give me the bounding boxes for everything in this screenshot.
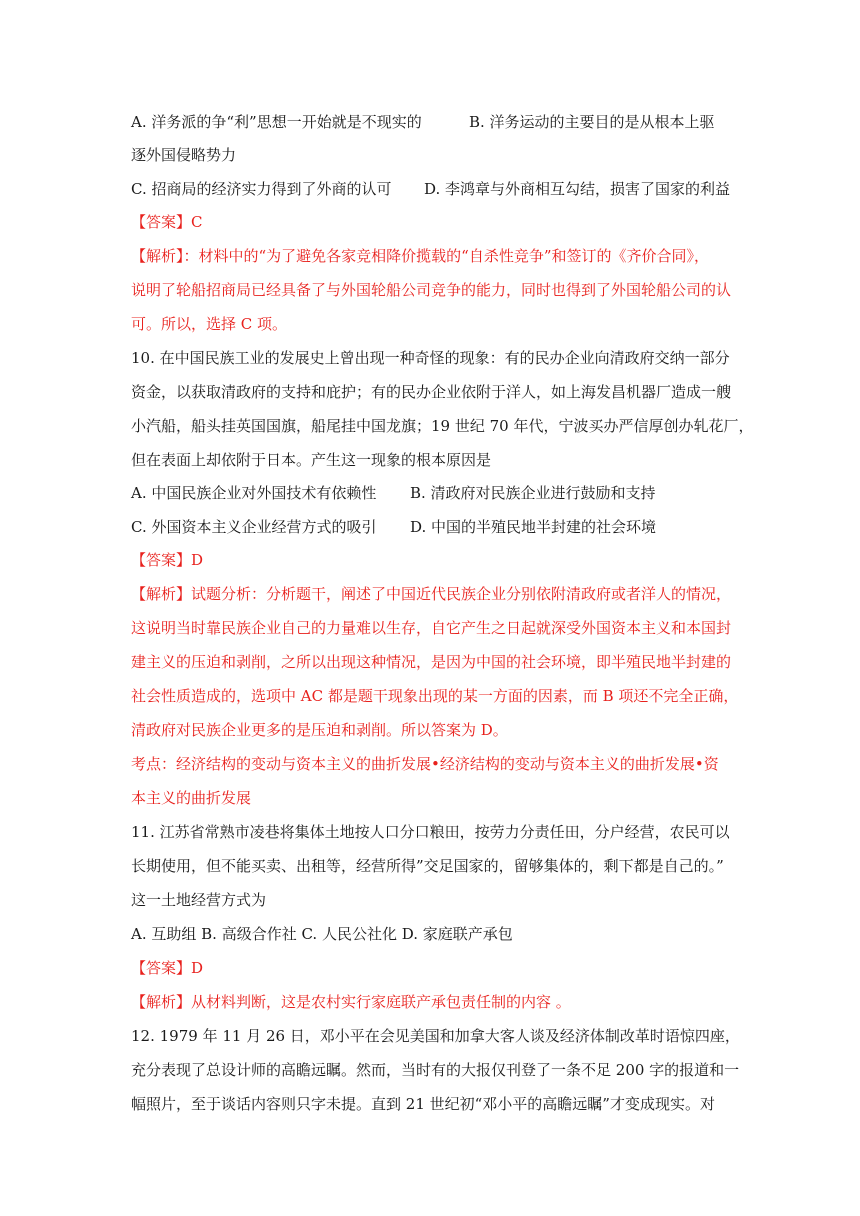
q10-option-a: A. 中国民族企业对外国技术有依赖性: [131, 484, 377, 502]
q9-analysis-line-3: 可。所以，选择 C 项。: [131, 315, 288, 333]
q9-option-b: B. 洋务运动的主要目的是从根本上驱: [469, 113, 715, 131]
q11-stem-line-1: 11. 江苏省常熟市凌巷将集体土地按人口分口粮田，按劳力分责任田，分户经营，农民可以: [131, 823, 730, 841]
answer-value: D: [191, 959, 204, 977]
q10-stem-line-2: 资金，以获取清政府的支持和庇护；有的民办企业依附于洋人，如上海发昌机器厂造成一艘: [131, 383, 732, 401]
q10-stem-line-4: 但在表面上却依附于日本。产生这一现象的根本原因是: [131, 451, 492, 469]
q10-kaodian-line-2: 本主义的曲折发展: [131, 789, 252, 807]
q10-option-b: B. 清政府对民族企业进行鼓励和支持: [410, 484, 656, 502]
analysis-text: ：材料中的“为了避免各家竞相降价揽载的“自杀性竞争”和签订的《齐价合同》，: [183, 247, 710, 265]
answer-value: C: [191, 213, 203, 231]
analysis-tag: 【解析】: [131, 585, 192, 603]
analysis-tag: 【解析】: [131, 993, 192, 1011]
q9-analysis-line-2: 说明了轮船招商局已经具备了与外国轮船公司竞争的能力，同时也得到了外国轮船公司的认: [131, 281, 732, 299]
q11-answer: [131, 958, 203, 978]
answer-tag: 【答案】: [131, 551, 192, 569]
q10-analysis-line-2: 这说明当时靠民族企业自己的力量难以生存，自它产生之日起就深受外国资本主义和本国封: [131, 619, 732, 637]
q10-answer: [131, 550, 203, 570]
q10-option-c: C. 外国资本主义企业经营方式的吸引: [131, 518, 377, 536]
q12-stem-line-2: 充分表现了总设计师的高瞻远瞩。然而，当时有的大报仅刊登了一条不足 200 字的报道和一: [131, 1061, 740, 1079]
q10-stem-line-3: 小汽船，船头挂英国国旗，船尾挂中国龙旗；19 世纪 70 年代，宁波买办严信厚创办轧花厂，: [131, 417, 754, 435]
q10-analysis-line-5: 清政府对民族企业更多的是压迫和剥削。所以答案为 D。: [131, 721, 508, 739]
q12-stem-line-3: 幅照片，至于谈话内容则只字未提。直到 21 世纪初“邓小平的高瞻远瞩”才变成现实。对: [131, 1095, 715, 1113]
q10-analysis-line-4: 社会性质造成的，选项中 AC 都是题干现象出现的某一方面的因素，而 B 项还不完全正确，: [131, 687, 739, 705]
q11-analysis: [131, 992, 571, 1012]
q9-option-c: C. 招商局的经济实力得到了外商的认可: [131, 180, 392, 198]
analysis-text: 从材料判断，这是农村实行家庭联产承包责任制的内容 。: [191, 993, 571, 1011]
q9-analysis-line-1: [131, 246, 709, 266]
analysis-tag: 【解析】: [131, 247, 184, 265]
q9-option-b-cont: 逐外国侵略势力: [131, 146, 237, 164]
q10-analysis-line-3: 建主义的压迫和剥削，之所以出现这种情况，是因为中国的社会环境，即半殖民地半封建的: [131, 653, 732, 671]
q12-stem-line-1: 12. 1979 年 11 月 26 日，邓小平在会见美国和加拿大客人谈及经济体制改革时语惊四座，: [131, 1027, 740, 1045]
q10-kaodian-line-1: 考点：经济结构的变动与资本主义的曲折发展•经济结构的变动与资本主义的曲折发展•资: [131, 755, 719, 773]
q10-stem-line-1: 10. 在中国民族工业的发展史上曾出现一种奇怪的现象：有的民办企业向清政府交纳一部分: [131, 349, 730, 367]
answer-value: D: [191, 551, 204, 569]
answer-tag: 【答案】: [131, 959, 192, 977]
answer-tag: 【答案】: [131, 213, 192, 231]
q9-option-d: D. 李鸿章与外商相互勾结，损害了国家的利益: [424, 180, 731, 198]
q11-stem-line-3: 这一土地经营方式为: [131, 891, 267, 909]
analysis-text: 试题分析：分析题干，阐述了中国近代民族企业分别依附清政府或者洋人的情况，: [191, 585, 732, 603]
q10-analysis-line-1: [131, 584, 731, 604]
q11-options: A. 互助组 B. 高级合作社 C. 人民公社化 D. 家庭联产承包: [131, 925, 513, 943]
q9-option-a: A. 洋务派的争“利”思想一开始就是不现实的: [131, 113, 422, 131]
q11-stem-line-2: 长期使用，但不能买卖、出租等，经营所得”交足国家的，留够集体的，剩下都是自己的。”: [131, 857, 724, 875]
q10-option-d: D. 中国的半殖民地半封建的社会环境: [410, 518, 657, 536]
q9-answer: [131, 212, 203, 232]
